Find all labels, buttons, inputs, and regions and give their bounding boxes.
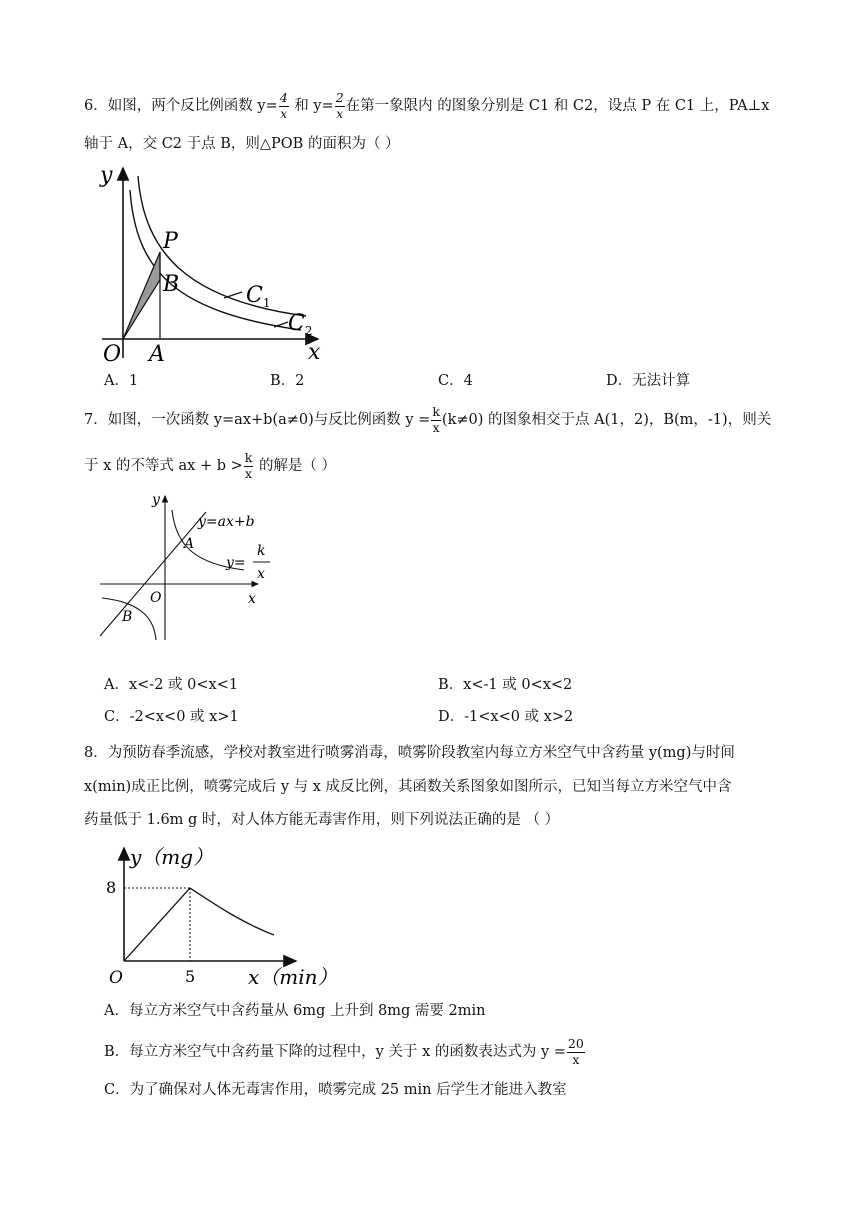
q7-condition: (k≠0) <box>441 412 484 428</box>
q6-stem-suffix: 在第一象限内 的图象分别是 C1 和 C2，设点 P 在 C1 上，PA⊥x <box>345 98 770 114</box>
q6-option-b[interactable]: B．2 <box>270 373 305 389</box>
q7-stem-prefix: 7．如图，一次函数 y=ax+b(a≠0)与反比例函数 y <box>84 412 414 428</box>
q8-option-b[interactable]: B．每立方米空气中含药量下降的过程中，y 关于 x 的函数表达式为 y = $\frac{20}{x}$ <box>104 1036 584 1067</box>
q6-fraction-2-over-x: $\frac{2}{x}$ <box>335 90 344 121</box>
q7-stem-suffix: 的图象相交于点 A(1，2)，B(m，-1)，则关 <box>488 412 772 428</box>
q8-stem-line3: 药量低于 1.6m g 时，对人体方能无毒害作用，则下列说法正确的是 （ ） <box>84 812 560 828</box>
q6-stem-prefix: 6．如图，两个反比例函数 y= <box>84 98 278 114</box>
q8-stem-line2: x(min)成正比例，喷雾完成后 y 与 x 成反比例，其函数关系图象如图所示，已知当每立方米空气中含 <box>84 779 732 795</box>
q7-label-x: x <box>248 591 256 607</box>
q7-fraction-k-over-x: $\frac{k}{x}$ <box>432 404 440 435</box>
q8-option-a[interactable]: A．每立方米空气中含药量从 6mg 上升到 8mg 需要 2min <box>104 1003 486 1019</box>
q7-label-curve-num: k <box>257 543 266 559</box>
q7-inequality: ax + b > $\frac{k}{x}$ <box>178 450 253 481</box>
q6-label-y: y <box>100 163 113 188</box>
q6-label-p: P <box>163 229 178 254</box>
q7-label-origin: O <box>150 590 162 606</box>
q8-fraction-20-over-x: $\frac{20}{x}$ <box>567 1036 584 1067</box>
q6-figure <box>96 162 336 367</box>
q8-tick-x-5: 5 <box>185 967 196 986</box>
q8-label-x: x（min） <box>248 965 338 989</box>
q8-rising-segment <box>124 888 190 961</box>
q8-label-y: y（mg） <box>130 845 214 869</box>
q7-label-line: y=ax+b <box>198 514 255 530</box>
q7-option-c[interactable]: C．-2<x<0 或 x>1 <box>104 709 239 725</box>
q7-line-y-ax-b <box>100 512 206 636</box>
q6-triangle-pob <box>123 252 160 339</box>
q6-label-a: A <box>149 342 165 367</box>
q8-option-c[interactable]: C．为了确保对人体无毒害作用，喷雾完成 25 min 后学生才能进入教室 <box>104 1082 567 1098</box>
q7-stem-line1: 7．如图，一次函数 y=ax+b(a≠0)与反比例函数 y = $\frac{k}{x}$ (k≠0) 的图象相交于点 A(1，2)，B(m，-1)，则关 <box>84 404 772 435</box>
q7-figure <box>98 490 278 650</box>
q6-option-c[interactable]: C．4 <box>438 373 473 389</box>
q7-option-a[interactable]: A．x<-2 或 0<x<1 <box>104 677 239 693</box>
q6-label-c2: $C_2$ <box>288 311 313 338</box>
q6-fraction-4-over-x: $\frac{4}{x}$ <box>279 90 288 121</box>
q6-option-d[interactable]: D．无法计算 <box>606 373 691 389</box>
q6-leader-c1 <box>224 292 242 298</box>
q7-label-curve-prefix: y= <box>226 555 246 571</box>
q8-decay-curve <box>190 888 274 935</box>
q6-label-origin: O <box>103 342 122 367</box>
q7-label-b: B <box>122 609 133 625</box>
q7-label-y: y <box>152 492 160 508</box>
q8-option-b-formula: y = $\frac{20}{x}$ <box>540 1036 584 1067</box>
q7-stem-line2: 于 x 的不等式 ax + b > $\frac{k}{x}$ 的解是（ ） <box>84 450 337 481</box>
q8-stem-line1: 8．为预防春季流感，学校对教室进行喷雾消毒，喷雾阶段教室内每立方米空气中含药量 y(mg)与时间 <box>84 745 735 761</box>
q8-figure <box>100 840 340 990</box>
q8-label-origin: O <box>109 968 123 988</box>
q6-curve-c2 <box>130 190 301 330</box>
q7-label-a: A <box>184 536 195 552</box>
q6-stem-mid: 和 y= <box>294 98 334 114</box>
q6-option-a[interactable]: A．1 <box>104 373 139 389</box>
q6-label-b: B <box>163 272 180 297</box>
q7-option-d[interactable]: D．-1<x<0 或 x>2 <box>438 709 574 725</box>
q6-stem-line1 <box>84 92 769 120</box>
q6-stem-line2: 轴于 A，交 C2 于点 B，则△POB 的面积为（ ） <box>84 136 400 152</box>
q8-tick-y-8: 8 <box>106 878 117 897</box>
q7-ineq-fraction: $\frac{k}{x}$ <box>244 450 253 481</box>
q7-option-b[interactable]: B．x<-1 或 0<x<2 <box>438 677 573 693</box>
q7-label-curve-den: x <box>257 566 265 582</box>
q6-label-x: x <box>308 340 321 365</box>
q6-label-c1: $C_1$ <box>246 283 271 310</box>
